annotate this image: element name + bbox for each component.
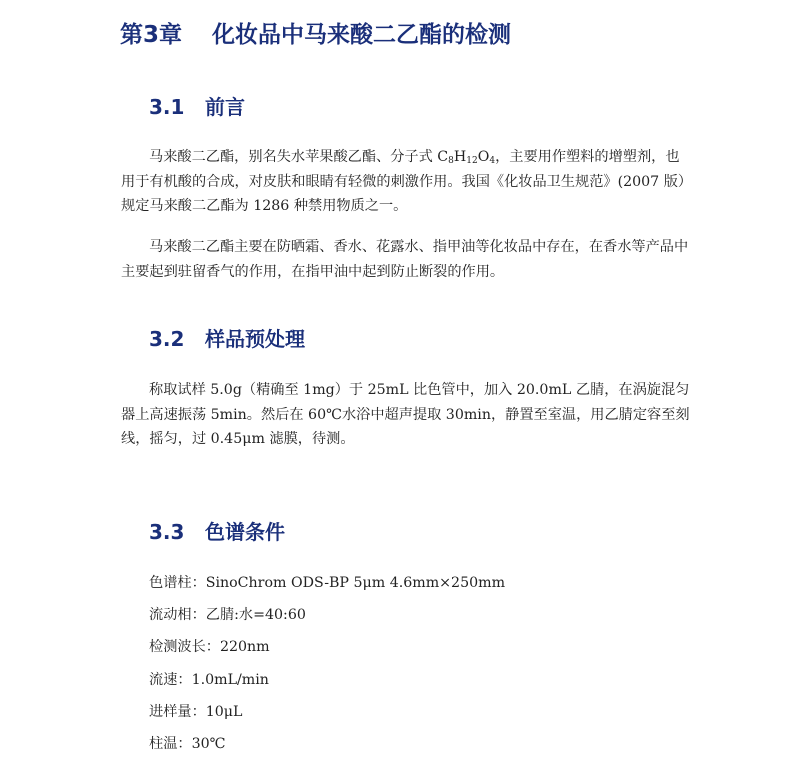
- section-number: 3.2: [149, 327, 185, 351]
- paragraph-intro-2: 马来酸二乙酯主要在防晒霜、香水、花露水、指甲油等化妆品中存在，在香水等产品中主要起到驻留香气的作用，在指甲油中起到防止断裂的作用。: [121, 239, 689, 280]
- section-title: 色谱条件: [205, 520, 285, 544]
- section-heading-3-1: [149, 91, 245, 120]
- condition-column: 色谱柱：SinoChrom ODS-BP 5μm 4.6mm×250mm: [149, 575, 506, 591]
- text-run: ，主要用作塑料的增塑剂，也用于有机酸的合成，对皮肤和眼睛有轻微的刺激作用。我国《化妆品卫生规范》(2007 版）规定马来酸二乙酯为 1286 种禁用物质之一。: [121, 149, 693, 214]
- condition-mobile-phase: 流动相：乙腈:水=40:60: [149, 607, 306, 623]
- paragraph-sample-prep: 称取试样 5.0g（精确至 1mg）于 25mL 比色管中，加入 20.0mL 乙腈，在涡旋混匀器上高速振荡 5min。然后在 60℃水浴中超声提取 30min，静置至室温，用乙腈定容至刻线，摇匀，过 0.45μm 滤膜，待测。: [121, 382, 690, 447]
- text-run: O: [477, 149, 490, 165]
- section-number: 3.1: [149, 95, 185, 119]
- subscript: 12: [466, 156, 478, 166]
- text-run: H: [453, 149, 467, 165]
- subscript: 4: [489, 156, 496, 166]
- subscript: 8: [448, 156, 454, 166]
- section-title: 前言: [205, 95, 245, 119]
- chapter-number: 第3章: [120, 22, 183, 48]
- chapter-title: [120, 16, 511, 49]
- paragraph-intro-1: [121, 145, 693, 219]
- section-heading-3-3: [149, 516, 285, 545]
- condition-flow-rate: 流速：1.0mL/min: [149, 672, 269, 688]
- section-title: 样品预处理: [205, 327, 305, 351]
- chapter-name: 化妆品中马来酸二乙酯的检测: [212, 22, 512, 48]
- text-run: 马来酸二乙酯，别名失水苹果酸乙酯、分子式 C: [149, 149, 449, 165]
- section-number: 3.3: [149, 520, 185, 544]
- condition-column-temperature: 柱温：30℃: [149, 736, 226, 752]
- condition-wavelength: 检测波长：220nm: [149, 639, 270, 655]
- section-heading-3-2: [149, 323, 305, 352]
- condition-injection-volume: 进样量：10μL: [149, 704, 243, 720]
